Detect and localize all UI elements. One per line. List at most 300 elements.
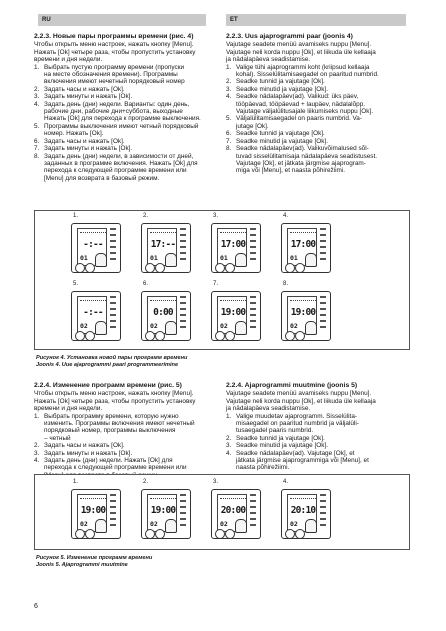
day-tick [250,258,256,260]
step-item [34,138,220,145]
step-number: 8. [226,145,232,153]
day-tick [180,320,186,322]
ok-button [225,263,235,273]
section-2-2-3-et [226,33,410,175]
step-number: 5. [73,281,79,287]
program-number: 01 [150,254,158,262]
step-item [34,153,220,183]
day-tick [110,246,116,248]
day-tick [250,252,256,254]
step-number: 2. [226,78,232,86]
program-indicator [290,520,298,528]
day-tick [110,512,116,514]
intro-line: Vajutage neli korda nuppu [Ok], et liikuda üle kellaaja [226,48,376,56]
time-readout: 0:00 [153,307,173,318]
day-tick [180,326,186,328]
day-tick [250,314,256,316]
menu-button [145,529,155,539]
day-tick [320,240,326,242]
program-number: 02 [290,520,298,528]
program-indicator [220,520,228,528]
step-number: 7. [213,281,219,287]
step-line: Valige tühi ajaprogrammi koht (kriipsud kellaaja [236,63,370,71]
figure-5-caption-ru: Рисунок 5. Изменение программ времени [36,555,153,561]
figure-4-panel [34,210,410,350]
program-indicator [80,322,88,330]
intro-line: ja nädalapäeva seadistamise. [226,56,311,64]
hour-scale [220,498,246,501]
step-item [34,64,220,86]
step-number: 7. [226,137,232,145]
step-text [44,442,220,449]
day-tick [110,302,116,304]
step-line: Задать часы и нажать [Ok]. [44,442,125,450]
step-number: 4. [34,100,40,108]
program-number: 01 [290,254,298,262]
step-text [44,86,220,93]
day-tick [320,320,326,322]
step-text [44,450,220,457]
step-line: Выбрать пустую программу времени (пропуски [44,63,185,71]
step-line: tööpäevad, tööpäevad + laupäev, nädalalõpp. [236,100,366,108]
day-indicators [180,494,188,532]
day-tick [320,500,326,502]
step-line: Seadke tunnid ja vajutage [Ok]. [236,434,325,442]
finger-icon [95,321,107,335]
day-tick [250,494,256,496]
step-line: Задать часы и нажать [Ok]. [44,137,125,145]
step-line: Vajutage väljalülitusajale liikumiseks nuppu [Ok]. [236,108,373,116]
step-line: miga või [Menu], et naasta põhirežiimi. [236,167,346,175]
step-number: 3. [213,213,219,219]
step-line: jutage [Ok]. [236,122,269,130]
step-item [34,413,220,443]
ok-button [225,331,235,341]
step-line: порядковый номер, программы выключения [44,427,176,435]
day-tick [250,234,256,236]
step-item [34,450,220,457]
time-readout: -:-- [83,307,103,318]
program-indicator [150,322,158,330]
day-tick [250,500,256,502]
intro-line: Чтобы открыть меню настроек, нажать кнопку [Menu]. [34,41,194,49]
step-item [226,93,410,115]
step-number: 3. [34,449,40,457]
day-tick [320,326,326,328]
step-line: изменить. Программы включения имеют нечетный [44,420,195,428]
time-readout: 19:00 [290,307,316,318]
step-line: Задать день (дни) недели. Нажать [Ok] для [44,457,173,465]
day-tick [110,326,116,328]
day-tick [110,258,116,260]
intro-line: Чтобы открыть меню настроек, нажать кнопку [Menu]. [34,390,194,398]
step-line: включения имеют нечетный порядковый номер [44,78,185,86]
time-readout: 17:00 [220,239,246,250]
step-list [226,64,410,175]
step-line: перехода к следующей программе времени или [44,167,187,175]
time-readout: 17:00 [290,239,316,250]
step-number: 3. [34,93,40,101]
day-tick [180,518,186,520]
menu-button [215,331,225,341]
section-2-2-4-et [226,382,410,472]
day-tick [250,326,256,328]
day-tick [180,500,186,502]
time-readout: 19:00 [220,307,246,318]
day-tick [250,302,256,304]
step-text [236,145,410,175]
step-line: Задать день (дни) недели, в зависимости от дней, [44,152,194,160]
program-indicator [220,322,228,330]
step-text [236,64,410,79]
program-number: 02 [80,520,88,528]
ok-button [295,529,305,539]
program-indicator [80,254,88,262]
step-list [34,64,220,183]
day-tick [180,524,186,526]
day-tick [180,296,186,298]
program-indicator [150,520,158,528]
step-number: 1. [73,213,79,219]
step-line: kohal). Sisselülitamisaegadel on paaritud numbrid. [236,71,379,79]
step-line: Задать часы и нажать [Ok]. [44,85,125,93]
day-tick [250,518,256,520]
figure-5-panel [34,474,410,550]
day-tick [110,228,116,230]
time-readout: -:-- [83,239,103,250]
ok-button [295,263,305,273]
program-number: 01 [80,254,88,262]
day-tick [320,296,326,298]
day-tick [110,518,116,520]
program-indicator [220,254,228,262]
step-number: 4. [226,93,232,101]
day-tick [180,506,186,508]
day-tick [250,308,256,310]
step-line: Seadke minutid ja vajutage [Ok]. [236,442,329,450]
day-tick [320,302,326,304]
hour-scale [290,300,316,303]
step-line: Выбрать программу времени, которую нужно [44,412,179,420]
step-text [44,101,220,123]
step-line: Seadke minutid ja vajutage [Ok]. [236,137,329,145]
step-line: – четный [44,434,71,442]
timer-device [71,281,137,347]
day-tick [110,494,116,496]
program-number: 02 [150,322,158,330]
intro-line: времени и дня недели. [34,405,103,413]
step-text [236,115,410,130]
step-number: 1. [73,479,79,485]
step-item [226,442,410,449]
step-item [226,145,410,175]
step-number: 3. [226,85,232,93]
day-tick [250,524,256,526]
day-tick [320,252,326,254]
step-line: jätkata järgmise ajaprogrammiga või [Menu], et [236,457,369,465]
intro-line: ja nädalapäeva seadistamise. [226,405,311,413]
day-tick [250,228,256,230]
time-readout: 17:-- [150,239,176,250]
timer-device [141,213,207,279]
step-number: 4. [283,479,289,485]
finger-icon [235,321,247,335]
step-line: номер. Нажать [Ok]. [44,130,104,138]
step-number: 1. [34,63,40,71]
step-line: Seadke tunnid ja vajutage [Ok]. [236,78,325,86]
step-line: tusaegadel paaris numbrid. [236,427,314,435]
step-text [44,138,220,145]
step-text [44,145,220,152]
section-2-2-4-ru [34,382,220,479]
hour-scale [80,498,106,501]
timer-device [71,213,137,279]
step-text [236,78,410,85]
day-indicators [320,494,328,532]
step-list [226,413,410,472]
intro-line: Vajutage seadete menüü avamiseks nuppu [Menu]. [226,390,372,398]
day-tick [180,258,186,260]
ok-button [85,529,95,539]
program-indicator [290,254,298,262]
step-item [226,138,410,145]
menu-button [75,529,85,539]
step-number: 4. [34,457,40,465]
step-number: 8. [34,152,40,160]
step-number: 5. [34,122,40,130]
step-text [44,123,220,138]
step-item [34,86,220,93]
ok-button [85,331,95,341]
hour-scale [150,498,176,501]
step-item [226,86,410,93]
step-line: перехода к следующей программе времени или [44,464,187,472]
finger-icon [165,253,177,267]
day-tick [180,234,186,236]
step-text [44,153,220,183]
step-line: Задать минуты и нажать [Ok]. [44,93,133,101]
step-item [226,130,410,137]
day-tick [180,308,186,310]
hour-scale [220,300,246,303]
program-indicator [150,254,158,262]
step-line: Нажать [Ok] для перехода к программе выключения. [44,115,201,123]
step-line: заданных в программе включения. Нажать [Ok] для [44,159,198,167]
day-tick [110,240,116,242]
hour-scale [80,300,106,303]
step-number: 6. [143,281,149,287]
step-item [226,64,410,79]
day-tick [110,308,116,310]
program-indicator [290,322,298,330]
day-tick [320,234,326,236]
hour-scale [220,232,246,235]
step-text [236,138,410,145]
day-tick [320,518,326,520]
step-number: 1. [226,63,232,71]
intro-line: времени и дня недели. [34,56,103,64]
day-tick [110,524,116,526]
step-text [236,93,410,115]
finger-icon [95,253,107,267]
menu-button [285,529,295,539]
step-line: tuvad sisselülitamisaja nädalapäeva seadistusest. [236,152,378,160]
program-number: 02 [220,322,228,330]
step-number: 8. [283,281,289,287]
day-tick [320,246,326,248]
day-indicators [250,228,258,266]
step-number: 2. [143,213,149,219]
day-tick [320,494,326,496]
figure-4-caption-ru: Рисунок 4. Установка новой пары программ времени [36,355,188,361]
day-tick [320,506,326,508]
step-number: 5. [226,115,232,123]
section-title: 2.2.4. Изменение программ времени (рис. 5) [34,382,182,389]
hour-scale [150,300,176,303]
finger-icon [95,519,107,533]
step-number: 2. [34,85,40,93]
step-item [34,123,220,138]
day-indicators [110,494,118,532]
step-number: 3. [226,442,232,450]
section-title: 2.2.4. Ajaprogrammi muutmine (joonis 5) [226,382,358,389]
hour-scale [290,498,316,501]
section-title: 2.2.3. Новые пары программы времени (рис. 4) [34,33,194,40]
time-readout: 20:00 [220,505,246,516]
step-number: 4. [226,449,232,457]
step-text [44,64,220,86]
step-line: naasta põhirežiimi. [236,464,290,472]
step-line: на месте обозначения времени). Программы [44,71,178,79]
finger-icon [305,321,317,335]
timer-device [281,281,347,347]
day-tick [180,494,186,496]
timer-device [141,281,207,347]
step-line: Seadke nädalapäev(ad). Valikud: üks päev, [236,93,359,101]
step-text [236,442,410,449]
timer-device [281,479,347,545]
menu-button [75,263,85,273]
step-number: 6. [34,137,40,145]
step-number: 2. [34,442,40,450]
step-line: Seadke nädalapäev(ad). Valikuvõimalused sõl- [236,145,369,153]
day-tick [250,240,256,242]
step-text [236,130,410,137]
figure-4-caption-et: Joonis 4. Uue ajaprogrammi paari programmeerimine [36,362,179,368]
day-indicators [110,296,118,334]
step-line: [Menu] для возврата в базовый режим. [44,174,160,182]
day-tick [110,506,116,508]
step-text [236,86,410,93]
language-tab-ru: RU [38,14,206,26]
day-tick [180,240,186,242]
finger-icon [235,519,247,533]
step-line: misaegadel on paaritud numbrid ja väljalüli- [236,420,359,428]
day-tick [110,320,116,322]
time-readout: 20:10 [290,505,316,516]
step-number: 4. [283,213,289,219]
day-tick [180,228,186,230]
ok-button [225,529,235,539]
day-tick [250,506,256,508]
ok-button [295,331,305,341]
program-number: 02 [290,322,298,330]
day-indicators [110,228,118,266]
menu-button [215,529,225,539]
step-text [236,413,410,435]
day-indicators [250,296,258,334]
step-text [236,435,410,442]
step-list [34,413,220,480]
day-tick [250,296,256,298]
page-number: 6 [34,603,38,610]
day-tick [180,302,186,304]
finger-icon [305,519,317,533]
timer-device [211,213,277,279]
menu-button [285,263,295,273]
step-line: Задать минуты и нажать [Ok]. [44,145,133,153]
step-text [44,93,220,100]
step-line: Seadke nädalapäev(ad). Vajutage [Ok], et [236,449,355,457]
day-tick [320,314,326,316]
day-indicators [320,228,328,266]
step-text [44,413,220,443]
step-number: 3. [213,479,219,485]
day-tick [250,512,256,514]
step-number: 7. [34,145,40,153]
step-item [226,450,410,472]
step-line: Valige muudetav ajaprogramm. Sisselülita- [236,412,358,420]
intro-line: Нажать [Ok] четыре раза, чтобы пропустить установку [34,48,196,56]
menu-button [75,331,85,341]
day-tick [110,252,116,254]
timer-device [211,479,277,545]
day-tick [250,320,256,322]
step-line: Программы выключения имеют четный порядковый [44,122,199,130]
finger-icon [305,253,317,267]
timer-device [281,213,347,279]
ok-button [85,263,95,273]
hour-scale [290,232,316,235]
intro-line: Нажать [Ok] четыре раза, чтобы пропустить установку [34,397,196,405]
program-indicator [80,520,88,528]
step-number: 1. [226,412,232,420]
day-indicators [180,296,188,334]
timer-device [141,479,207,545]
menu-button [145,331,155,341]
day-tick [320,524,326,526]
finger-icon [235,253,247,267]
step-number: 1. [34,412,40,420]
section-title: 2.2.3. Uus ajaprogrammi paar (joonis 4) [226,33,353,40]
finger-icon [165,321,177,335]
day-tick [180,252,186,254]
day-indicators [250,494,258,532]
language-tab-et: ET [226,14,406,26]
program-number: 02 [220,520,228,528]
step-item [226,413,410,435]
program-number: 02 [150,520,158,528]
time-readout: 19:00 [150,505,176,516]
day-tick [180,246,186,248]
step-number: 6. [226,130,232,138]
step-item [226,435,410,442]
step-line: Задать день (дни) недели. Варианты: один день, [44,100,190,108]
step-line: Vajutage [Ok], et jätkata järgmise ajaprogram- [236,159,366,167]
timer-device [211,281,277,347]
step-item [226,78,410,85]
intro-line: Vajutage neli korda nuppu [Ok], et liikuda üle kellaaja [226,397,376,405]
